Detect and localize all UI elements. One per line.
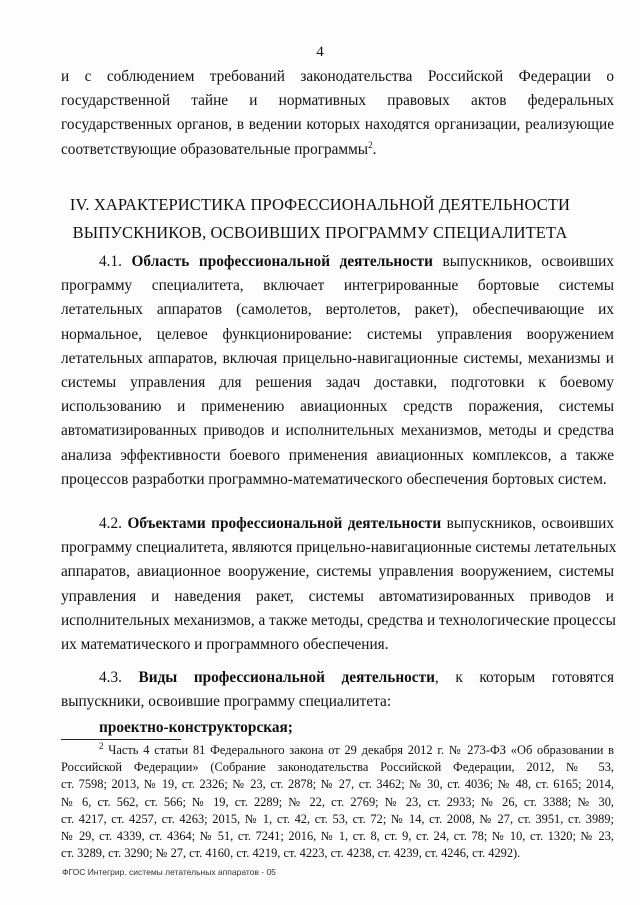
bold-term: Область профессиональной деятельности (131, 253, 433, 270)
text-line: программу специалитета, включает интегрированные бортовые системы (61, 277, 614, 295)
activity-type (61, 716, 614, 740)
paragraph-first-line: 4.3. Виды профессиональной деятельности, к которым готовятся (99, 669, 614, 686)
text-line: программу специалитета, являются прицельно-навигационные системы летательных (61, 539, 617, 557)
text-line: летательных аппаратов (самолетов, вертолетов, ракет), обеспечивающие их (61, 301, 614, 319)
text-line: государственной тайне и нормативных правовых актов федеральных (61, 92, 614, 110)
bold-term: Виды профессиональной деятельности (138, 669, 435, 686)
footnote-line: ст. 7598; 2013, № 19, ст. 2326; № 23, ст. 2878; № 27, ст. 3462; № 30, ст. 4036; № 48, ст. 6165; 2014, (61, 777, 614, 792)
paragraph-number: 4.3. (99, 669, 122, 686)
footnote-reference: 2 (368, 139, 373, 150)
text-line: управления и наведения ракет, системы автоматизированных приводов и (61, 587, 614, 605)
text-line: летательных аппаратов, включая прицельно-навигационные системы, механизмы и (61, 349, 614, 367)
footnote-marker: 2 (99, 740, 104, 751)
text-line: аппаратов, авиационное вооружение, системы управления вооружением, системы (61, 563, 614, 581)
intro-paragraph (61, 65, 614, 162)
footnote-line: № 29, ст. 4339, ст. 4364; № 51, ст. 7241; 2016, № 1, ст. 8, ст. 9, ст. 24, ст. 78; № 10, ст. 1320; № 23, (61, 829, 614, 844)
footnote-line: № 6, ст. 562, ст. 566; № 19, ст. 2289; № 22, ст. 2769; № 23, ст. 2933; № 26, ст. 3388; № 30, (61, 794, 614, 809)
bold-term: Объектами профессиональной деятельности (127, 515, 442, 532)
footnote-line: $^2$ Часть 4 статьи 81 Федерального закона от 29 декабря 2012 г. № 273-ФЗ «Об образовании в (99, 740, 614, 757)
paragraph-number: 4.2. (99, 515, 122, 532)
text-line: и с соблюдением требований законодательства Российской Федерации о (61, 68, 614, 85)
section-heading-line-2: ВЫПУСКНИКОВ, ОСВОИВШИХ ПРОГРАММУ СПЕЦИАЛИТЕТА (72, 223, 568, 242)
footnote-line: ст. 3289, ст. 3290; № 27, ст. 4160, ст. 4219, ст. 4223, ст. 4238, ст. 4239, ст. 4246, ст. 4292). (61, 846, 521, 861)
footnote-divider (61, 739, 181, 740)
text-line: процессов разработки программно-математического обеспечения бортовых систем. (61, 470, 607, 488)
paragraph-4-2 (61, 512, 617, 657)
paragraph-first-line: 4.2. Объектами профессиональной деятельности выпускников, освоивших (99, 515, 614, 532)
page-footer: ФГОС Интегрир. системы летательных аппаратов - 05 (62, 867, 276, 877)
text-line: выпускники, освоившие программу специалитета: (61, 693, 392, 711)
text-line: использованию и применению авиационных средств поражения, системы (61, 398, 614, 416)
text-line: системы управления для решения задач доставки, подготовки к боевому (61, 374, 614, 392)
section-heading-line-1: IV. ХАРАКТЕРИСТИКА ПРОФЕССИОНАЛЬНОЙ ДЕЯТЕЛЬНОСТИ (69, 195, 571, 214)
text-line: их математического и программного обеспечения. (61, 636, 389, 654)
text-line: автоматизированных приводов и исполнительных механизмов, методы и средства (61, 422, 614, 440)
footnote (61, 742, 614, 862)
page-number: 4 (316, 44, 324, 60)
text-line: исполнительных механизмов, а также методы, средства и технологические процессы (61, 611, 616, 629)
paragraph-4-1 (61, 250, 614, 492)
text-line: соответствующие образовательные программы$^2$. (61, 139, 377, 158)
paragraph-4-3 (61, 666, 614, 714)
text-line: нормальное, целевое функционирование: системы управления вооружением (61, 325, 614, 343)
text-line: государственных органов, в ведении которых находятся организации, реализующие (61, 116, 614, 134)
paragraph-number: 4.1. (99, 253, 122, 270)
paragraph-first-line: 4.1. Область профессиональной деятельности выпускников, освоивших (99, 253, 614, 270)
activity-type-label: проектно-конструкторская; (99, 719, 293, 736)
footnote-line: Российской Федерации» (Собрание законодательства Российской Федерации, 2012, № 53, (61, 760, 614, 775)
text-line: анализа эффективности боевого применения авиационных комплексов, а также (61, 446, 614, 464)
footnote-line: ст. 4217, ст. 4257, ст. 4263; 2015, № 1, ст. 42, ст. 53, ст. 72; № 14, ст. 2008, № 27, ст. 3951, ст. 3989; (61, 811, 614, 826)
